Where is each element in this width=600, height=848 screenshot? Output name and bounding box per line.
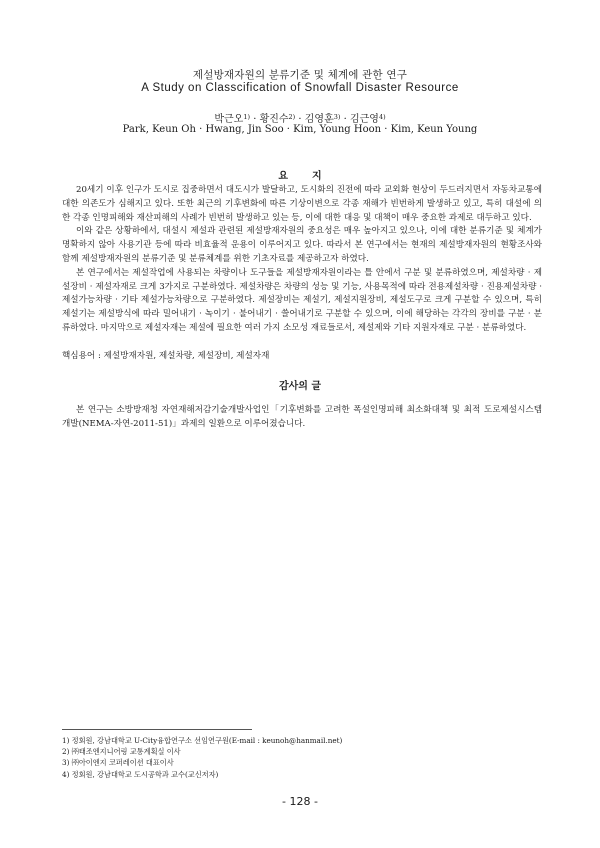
keywords-line: 핵심용어 : 제설방재자원, 제설차량, 제설장비, 제설자재 xyxy=(62,351,270,361)
paper-title-korean: 제설방재자원의 분류기준 및 체계에 관한 연구 xyxy=(192,69,408,81)
author-footnote-mark[interactable]: 4) xyxy=(378,113,386,121)
footnote: 3) ㈜아이엔지 코퍼레이션 대표이사 xyxy=(62,758,174,768)
acknowledgment-paragraph: 본 연구는 소방방재청 자연재해저감기술개발사업인「기후변화를 고려한 폭설인명피해 최소화대책 및 최적 도로제설시스템 개발(NEMA-자연-2011-51)」과제의 일환으로 이루어졌습니다. xyxy=(62,405,542,429)
author-separator: · xyxy=(340,114,350,125)
author-separator: · xyxy=(250,114,260,125)
author-list-korean xyxy=(0,110,600,125)
author-name: 김영훈 xyxy=(304,114,334,125)
paper-title-english: A Study on Classcification of Snowfall Disaster Resource xyxy=(141,82,459,94)
abstract-paragraph: 본 연구에서는 제설작업에 사용되는 차량이나 도구들을 제설방재자원이라는 틀 안에서 구분 및 분류하였으며, 제설차량 · 제설장비 · 제설자재로 크게 3가지로 구분하였다. 제설차량은 차량의 성능 및 기능, 사용목적에 따라 전용제설차량 · 진용제설차량 · 제설가능차량 · 기타 제설가능차량으로 구분하였다. 제설장비는 제설기, 제설지원장비, 제설도구로 크게 구분할 수 있으며, 특히 제설기는 제설방식에 따라 밀어내기 · 녹이기 · 불어내기 · 쓸어내기로 구분할 수 있으며, 이에 해당하는 각각의 장비를 구분 · 분류하였다. 마지막으로 제설자재는 제설에 필요한 여러 가지 소모성 재료들로서, 제설제와 기타 지원자재로 구분 · 분류하였다. xyxy=(62,267,542,333)
author-footnote-mark[interactable]: 3) xyxy=(333,113,341,121)
page-number: - 128 - xyxy=(282,795,318,808)
author-footnote-mark[interactable]: 1) xyxy=(243,113,251,121)
acknowledgment-heading: 감사의 글 xyxy=(278,381,322,392)
footnotes xyxy=(62,735,342,780)
author-name: 김근영 xyxy=(349,114,379,125)
author-separator: · xyxy=(295,114,305,125)
abstract-body xyxy=(62,184,542,336)
author-name: 황진수 xyxy=(259,114,289,125)
author-footnote-mark[interactable]: 2) xyxy=(288,113,296,121)
abstract-paragraph: 이와 같은 상황하에서, 대설시 제설과 관련된 제설방재자원의 중요성은 매우 높아지고 있으나, 이에 대한 분류기준 및 체계가 명확하지 않아 사용기관 등에 따라 비효율적 운용이 이루어지고 있다. 따라서 본 연구에서는 현재의 제설방재자원의 현황조사와 함께 제설방재자원의 분류기준 및 분류체계를 위한 기초자료를 제공하고자 하였다. xyxy=(62,226,542,264)
abstract-paragraph: 20세기 이후 인구가 도시로 집중하면서 대도시가 발달하고, 도시화의 진전에 따라 교외화 현상이 두드러지면서 자동차교통에 대한 의존도가 심해지고 있다. 또한 최근의 기후변화에 따른 기상이변으로 각종 재해가 빈번하게 발생하고 있고, 특히 대설에 의한 각종 인명피해와 재산피해의 사례가 빈번히 발생하고 있는 등, 이에 대한 대응 및 대책이 매우 중요한 과제로 대두하고 있다. xyxy=(62,185,542,223)
acknowledgment-body xyxy=(62,404,542,432)
author-list-english: Park, Keun Oh · Hwang, Jin Soo · Kim, Young Hoon · Kim, Keun Young xyxy=(122,124,478,135)
footnote: 2) ㈜태조엔지니어링 교통계획실 이사 xyxy=(62,747,181,757)
footnote-divider xyxy=(62,729,252,730)
footnote: 1) 정회원, 강남대학교 U-City융합연구소 선임연구원(E-mail : keunoh@hanmail.net) xyxy=(62,736,343,745)
footnote: 4) 정회원, 강남대학교 도시공학과 교수(교신저자) xyxy=(62,769,219,779)
author-name: 박근오 xyxy=(214,114,244,125)
abstract-heading: 요지 xyxy=(278,171,346,182)
